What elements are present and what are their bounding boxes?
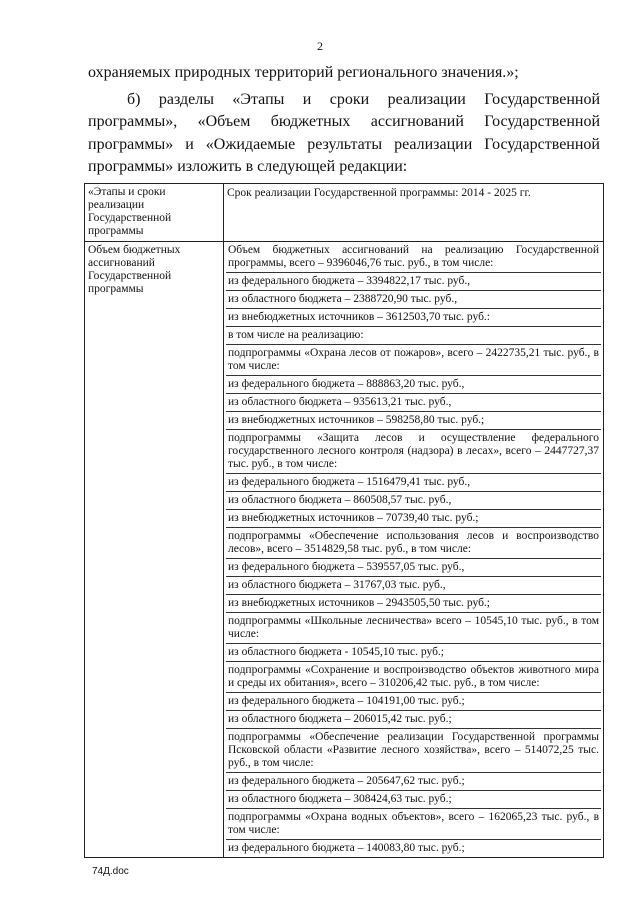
budget-line: подпрограммы «Охрана лесов от пожаров», всего – 2422735,21 тыс. руб., в том числе: bbox=[226, 344, 601, 375]
budget-line: из федерального бюджета – 3394822,17 тыс. руб., bbox=[226, 272, 601, 290]
budget-line: из областного бюджета – 935613,21 тыс. руб., bbox=[226, 393, 601, 411]
budget-line: из областного бюджета – 206015,42 тыс. руб.; bbox=[226, 710, 601, 728]
budget-line: из федерального бюджета – 104191,00 тыс. руб.; bbox=[226, 692, 601, 710]
budget-line: из внебюджетных источников – 598258,80 тыс. руб.; bbox=[226, 411, 601, 429]
budget-line: из областного бюджета – 860508,57 тыс. руб., bbox=[226, 491, 601, 509]
budget-line: Объем бюджетных ассигнований на реализацию Государственной программы, всего – 9396046,76 тыс. руб., в том числе: bbox=[228, 244, 599, 269]
budget-line: подпрограммы «Защита лесов и осуществление федерального государственного лесного контроля (надзора) в лесах», всего – 2447727,37 тыс. руб., в том числе: bbox=[226, 429, 601, 473]
budget-line: из внебюджетных источников – 70739,40 тыс. руб.; bbox=[226, 509, 601, 527]
budget-line: подпрограммы «Школьные лесничества» всего – 10545,10 тыс. руб., в том числе: bbox=[226, 612, 601, 643]
cell-stages-value: Срок реализации Государственной программы: 2014 - 2025 гг. bbox=[224, 184, 604, 242]
file-name: 74Д.doc bbox=[92, 866, 129, 877]
intro-paragraph: б) разделы «Этапы и сроки реализации Государственной программы», «Объем бюджетных ассигнований Государственной программы» и «Ожидаемые результаты реализации Государственной программы» изложить в следующей редакции: bbox=[88, 90, 600, 175]
cell-budget-label: Объем бюджетных ассигнований Государственной программы bbox=[85, 242, 224, 858]
budget-line: из федерального бюджета – 539557,05 тыс. руб., bbox=[226, 558, 601, 576]
page-number: 2 bbox=[317, 39, 323, 53]
cell-stages-label: «Этапы и сроки реализации Государственной программы bbox=[85, 184, 224, 242]
budget-line: из внебюджетных источников – 3612503,70 тыс. руб.: bbox=[226, 308, 601, 326]
budget-line: из внебюджетных источников – 2943505,50 тыс. руб.; bbox=[226, 594, 601, 612]
table-row-stages bbox=[85, 184, 604, 242]
budget-line: из областного бюджета – 308424,63 тыс. руб.; bbox=[226, 790, 601, 808]
table-row-budget bbox=[85, 242, 604, 858]
budget-line: из областного бюджета – 2388720,90 тыс. руб., bbox=[226, 290, 601, 308]
budget-line: подпрограммы «Обеспечение использования лесов и воспроизводство лесов», всего – 3514829,58 тыс. руб., в том числе: bbox=[226, 527, 601, 558]
program-table bbox=[84, 183, 604, 858]
budget-line: из федерального бюджета – 1516479,41 тыс. руб., bbox=[226, 473, 601, 491]
budget-line: из областного бюджета – 31767,03 тыс. руб., bbox=[226, 576, 601, 594]
budget-line: из областного бюджета - 10545,10 тыс. руб.; bbox=[226, 643, 601, 661]
budget-line: из федерального бюджета – 140083,80 тыс. руб.; bbox=[226, 839, 601, 857]
budget-line: подпрограммы «Охрана водных объектов», всего – 162065,23 тыс. руб., в том числе: bbox=[226, 808, 601, 839]
budget-line: из федерального бюджета – 205647,62 тыс. руб.; bbox=[226, 772, 601, 790]
budget-line: в том числе на реализацию: bbox=[226, 326, 601, 344]
budget-line: подпрограммы «Обеспечение реализации Государственной программы Псковской области «Развитие лесного хозяйства», всего – 514072,25 тыс. руб., в том числе: bbox=[226, 728, 601, 772]
intro-text bbox=[88, 62, 600, 179]
budget-line: подпрограммы «Сохранение и воспроизводство объектов животного мира и среды их обитания», всего – 310206,42 тыс. руб., в том числе: bbox=[226, 661, 601, 692]
intro-line-1: охраняемых природных территорий регионального значения.»; bbox=[88, 64, 519, 81]
budget-line: из федерального бюджета – 888863,20 тыс. руб., bbox=[226, 375, 601, 393]
cell-budget-lines bbox=[224, 242, 604, 858]
